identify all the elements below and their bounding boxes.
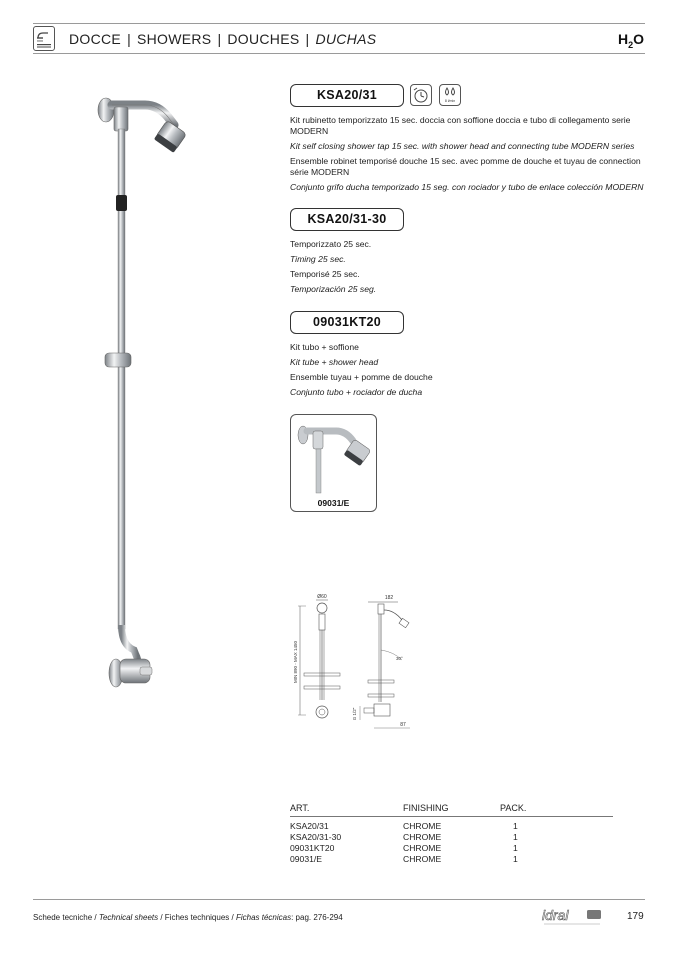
article-code-box: 09031KT20 (290, 311, 404, 334)
cell-pack: 1 (513, 854, 518, 864)
page-title (69, 31, 376, 47)
description-french: Ensemble robinet temporisé douche 15 sec. avec pomme de douche et tuyau de connection série MODERN (290, 156, 641, 177)
description-english: Kit self closing shower tap 15 sec. with shower head and connecting tube MODERN series (290, 141, 635, 151)
header-top-rule (33, 23, 645, 24)
cell-art: 09031KT20 (290, 843, 335, 853)
footer-text-pages: : pag. 276-294 (291, 913, 343, 922)
water-flow-icon (439, 84, 461, 106)
description-french: Ensemble tuyau + pomme de douche (290, 372, 433, 382)
title-english: SHOWERS (137, 31, 212, 47)
description-spanish: Conjunto grifo ducha temporizado 15 seg. con rociador y tubo de enlace colección MODERN (290, 182, 644, 192)
article-description (290, 239, 650, 299)
title-separator: | (127, 31, 131, 47)
title-italian: DOCCE (69, 31, 122, 47)
footer-text-fr: / Fiches techniques / (158, 913, 236, 922)
cell-pack: 1 (513, 821, 518, 831)
cell-art: 09031/E (290, 854, 323, 864)
cell-pack: 1 (513, 843, 518, 853)
title-french: DOUCHES (227, 31, 300, 47)
height-dimension: MIN 890 - MAX 1450 (293, 640, 298, 684)
table-header-art: ART. (290, 803, 310, 813)
description-italian: Kit rubinetto temporizzato 15 sec. doccia con soffione doccia e tubo di collegamento serie MODERN (290, 115, 631, 136)
description-english: Kit tube + shower head (290, 357, 379, 367)
cell-finishing: CHROME (403, 832, 442, 842)
table-row (290, 821, 613, 832)
cell-finishing: CHROME (403, 843, 442, 853)
diameter-dimension: Ø60 (317, 594, 327, 600)
flow-rate-label: 8 l/min (444, 99, 456, 103)
footer-rule (33, 899, 645, 900)
table-row (290, 854, 613, 865)
technical-drawing (290, 590, 420, 740)
description-english: Timing 25 sec. (290, 254, 346, 264)
description-italian: Temporizzato 25 sec. (290, 239, 372, 249)
table-row (290, 832, 613, 843)
shower-column-product-image (90, 85, 200, 695)
article-description (290, 342, 650, 402)
shower-category-icon (33, 26, 55, 51)
cell-finishing: CHROME (403, 854, 442, 864)
header-bottom-rule (33, 53, 645, 54)
footer-text-es: Fichas técnicas (235, 913, 292, 922)
section-code-tail: O (633, 31, 644, 47)
cell-pack: 1 (513, 832, 518, 842)
cell-art: KSA20/31 (290, 821, 329, 831)
angle-dimension: 30° (396, 656, 403, 661)
description-spanish: Conjunto tubo + rociador de ducha (290, 387, 423, 397)
idral-logo (540, 905, 606, 927)
description-spanish: Temporización 25 seg. (290, 284, 377, 294)
title-separator: | (305, 31, 310, 47)
table-header-rule (290, 816, 613, 817)
thumbnail-code: 09031/E (317, 498, 350, 508)
brand-name: idral (542, 907, 569, 923)
article-code-box: KSA20/31-30 (290, 208, 404, 231)
offset-dimension: 87 (400, 722, 406, 728)
footer-text-en: Technical sheets (98, 913, 159, 922)
description-french: Temporisé 25 sec. (290, 269, 360, 279)
section-code-sub: 2 (628, 39, 634, 50)
table-header-finishing: FINISHING (403, 803, 449, 813)
footer-text-it: Schede tecniche / (33, 913, 99, 922)
article-code-box: KSA20/31 (290, 84, 404, 107)
table-row (290, 843, 613, 854)
page-number: 179 (627, 911, 644, 922)
section-code (618, 31, 644, 50)
timer-15-sec-icon (410, 84, 432, 106)
cell-art: KSA20/31-30 (290, 832, 342, 842)
thread-dimension: G 1/2" (352, 707, 357, 721)
title-separator: | (217, 31, 222, 47)
table-header-pack: PACK. (500, 803, 527, 813)
shower-head-thumbnail (290, 414, 377, 512)
technical-sheets-reference (33, 913, 343, 922)
cell-finishing: CHROME (403, 821, 442, 831)
width-dimension: 182 (384, 595, 394, 601)
description-italian: Kit tubo + soffione (290, 342, 359, 352)
section-code-main: H (617, 31, 629, 47)
shower-head-image (291, 415, 375, 495)
title-spanish: DUCHAS (315, 31, 377, 47)
article-description (290, 115, 650, 197)
